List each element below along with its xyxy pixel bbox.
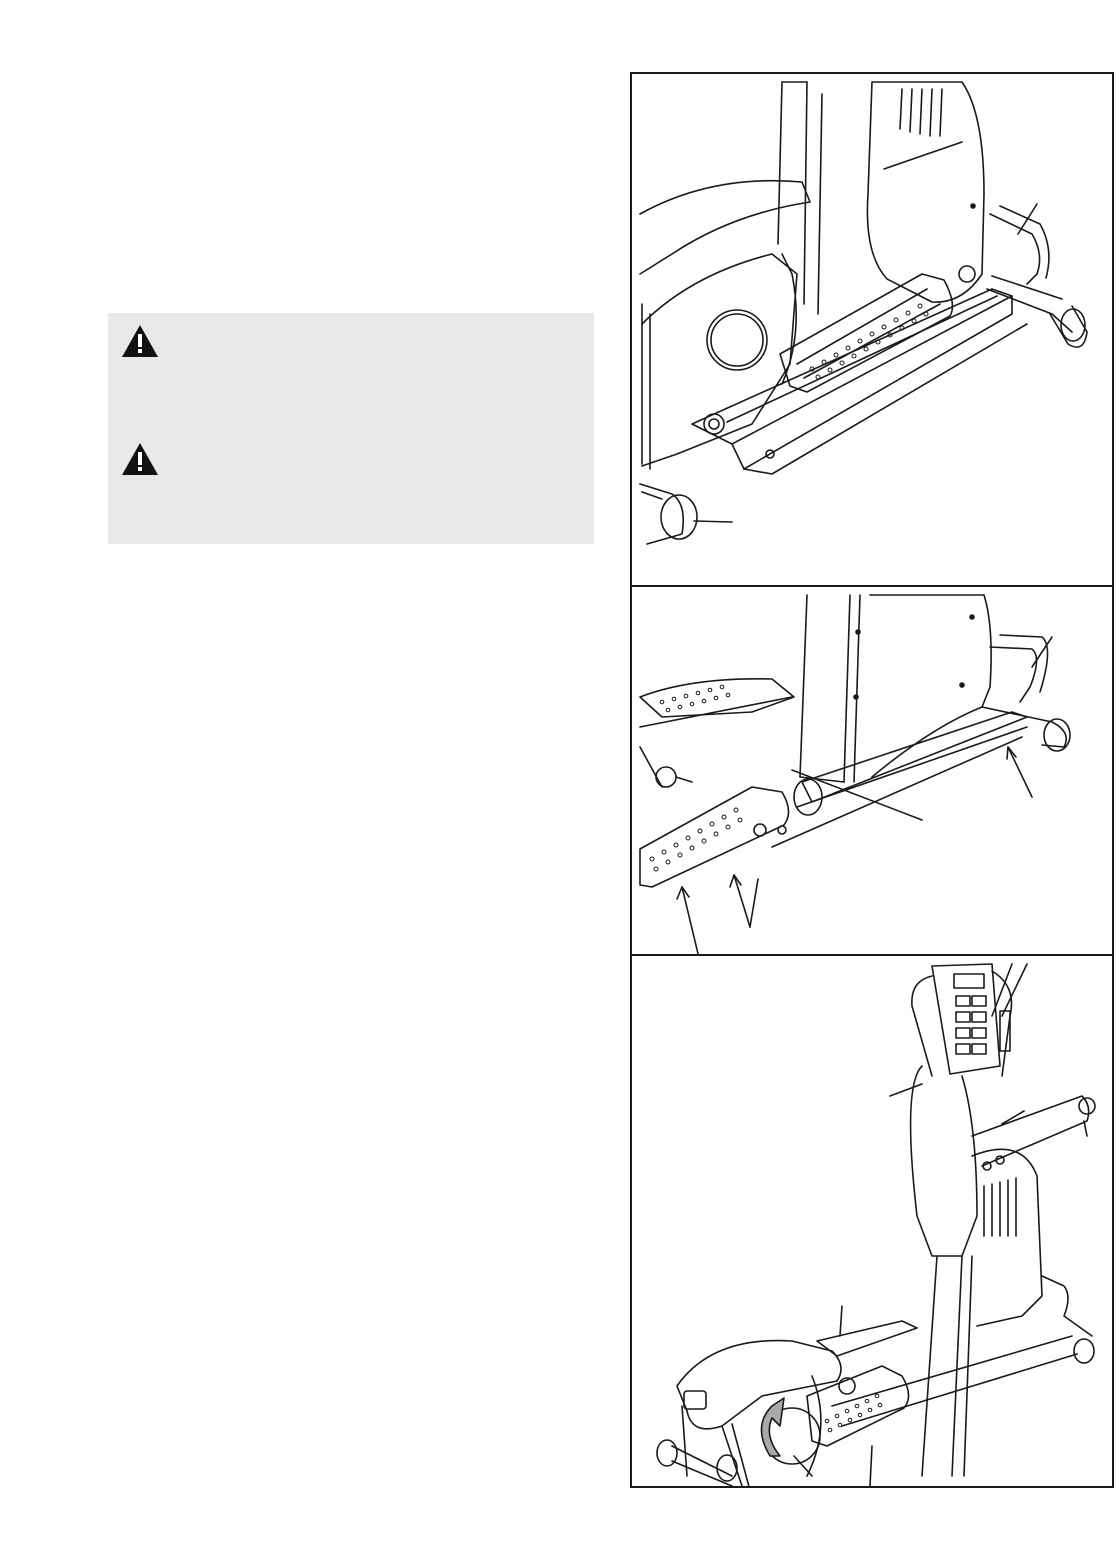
warning-triangle-icon [121, 324, 159, 358]
figure-3 [632, 956, 1112, 1486]
warning-triangle-icon [121, 442, 159, 476]
figure-2 [632, 587, 1112, 954]
figure-1 [632, 74, 1112, 585]
warning-box [108, 313, 594, 544]
figure-frame [630, 72, 1114, 1488]
